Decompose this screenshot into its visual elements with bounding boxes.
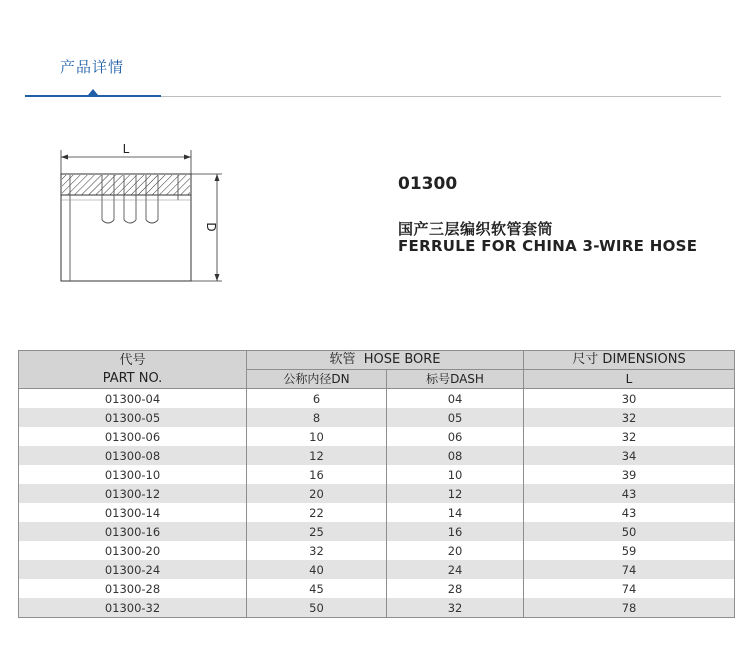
- cell-l: 32: [524, 427, 735, 446]
- cell-dash: 12: [387, 484, 524, 503]
- product-name-en: FERRULE FOR CHINA 3-WIRE HOSE: [398, 237, 698, 255]
- cell-part: 01300-32: [19, 598, 247, 618]
- cell-dn: 40: [247, 560, 387, 579]
- cell-l: 59: [524, 541, 735, 560]
- header-part-no: [19, 351, 247, 389]
- table-row: [19, 598, 735, 618]
- cell-l: 32: [524, 408, 735, 427]
- cell-dn: 12: [247, 446, 387, 465]
- cell-dn: 25: [247, 522, 387, 541]
- cell-part: 01300-08: [19, 446, 247, 465]
- cell-dash: 20: [387, 541, 524, 560]
- header-dash: 标号DASH: [387, 370, 524, 389]
- cell-part: 01300-24: [19, 560, 247, 579]
- table-row: [19, 579, 735, 598]
- header-part-no-cn: 代号: [119, 352, 146, 368]
- header-dimensions: 尺寸 DIMENSIONS: [524, 351, 735, 370]
- cell-dash: 28: [387, 579, 524, 598]
- cell-l: 34: [524, 446, 735, 465]
- table-row: [19, 560, 735, 579]
- table-row: [19, 408, 735, 427]
- cell-part: 01300-05: [19, 408, 247, 427]
- cell-part: 01300-16: [19, 522, 247, 541]
- cell-dn: 6: [247, 389, 387, 409]
- cell-l: 50: [524, 522, 735, 541]
- cell-dash: 16: [387, 522, 524, 541]
- table-row: [19, 465, 735, 484]
- product-name-cn: 国产三层编织软管套筒: [398, 220, 554, 238]
- cell-dn: 22: [247, 503, 387, 522]
- tab-caret-icon: [88, 89, 98, 95]
- cell-part: 01300-10: [19, 465, 247, 484]
- cell-dn: 8: [247, 408, 387, 427]
- table-row: [19, 389, 735, 409]
- cell-l: 43: [524, 503, 735, 522]
- table-row: [19, 427, 735, 446]
- cell-dash: 04: [387, 389, 524, 409]
- header-hose-bore: 软管 HOSE BORE: [247, 351, 524, 370]
- cell-dn: 20: [247, 484, 387, 503]
- cell-l: 78: [524, 598, 735, 618]
- cell-dn: 50: [247, 598, 387, 618]
- cell-part: 01300-06: [19, 427, 247, 446]
- cell-dash: 14: [387, 503, 524, 522]
- cell-dash: 06: [387, 427, 524, 446]
- cell-dash: 24: [387, 560, 524, 579]
- tab-product-details[interactable]: 产品详情: [60, 58, 125, 76]
- tab-active-underline: [25, 95, 161, 97]
- cell-dn: 16: [247, 465, 387, 484]
- spec-table: [18, 350, 735, 618]
- cell-part: 01300-28: [19, 579, 247, 598]
- header-part-no-en: PART NO.: [102, 370, 163, 386]
- ferrule-drawing: [40, 130, 230, 290]
- table-row: [19, 503, 735, 522]
- cell-l: 30: [524, 389, 735, 409]
- cell-dn: 32: [247, 541, 387, 560]
- cell-dash: 32: [387, 598, 524, 618]
- cell-part: 01300-04: [19, 389, 247, 409]
- header-dn: 公称内径DN: [247, 370, 387, 389]
- diameter-label: D: [204, 222, 218, 232]
- cell-part: 01300-12: [19, 484, 247, 503]
- cell-l: 74: [524, 560, 735, 579]
- header-l: L: [524, 370, 735, 389]
- cell-dn: 10: [247, 427, 387, 446]
- cell-l: 43: [524, 484, 735, 503]
- cell-dn: 45: [247, 579, 387, 598]
- cell-part: 01300-14: [19, 503, 247, 522]
- table-row: [19, 541, 735, 560]
- table-row: [19, 522, 735, 541]
- product-code: 01300: [398, 174, 458, 194]
- cell-dash: 08: [387, 446, 524, 465]
- cell-dash: 05: [387, 408, 524, 427]
- cell-l: 74: [524, 579, 735, 598]
- cell-part: 01300-20: [19, 541, 247, 560]
- cell-dash: 10: [387, 465, 524, 484]
- cell-l: 39: [524, 465, 735, 484]
- length-label: L: [122, 142, 130, 156]
- table-row: [19, 484, 735, 503]
- table-row: [19, 446, 735, 465]
